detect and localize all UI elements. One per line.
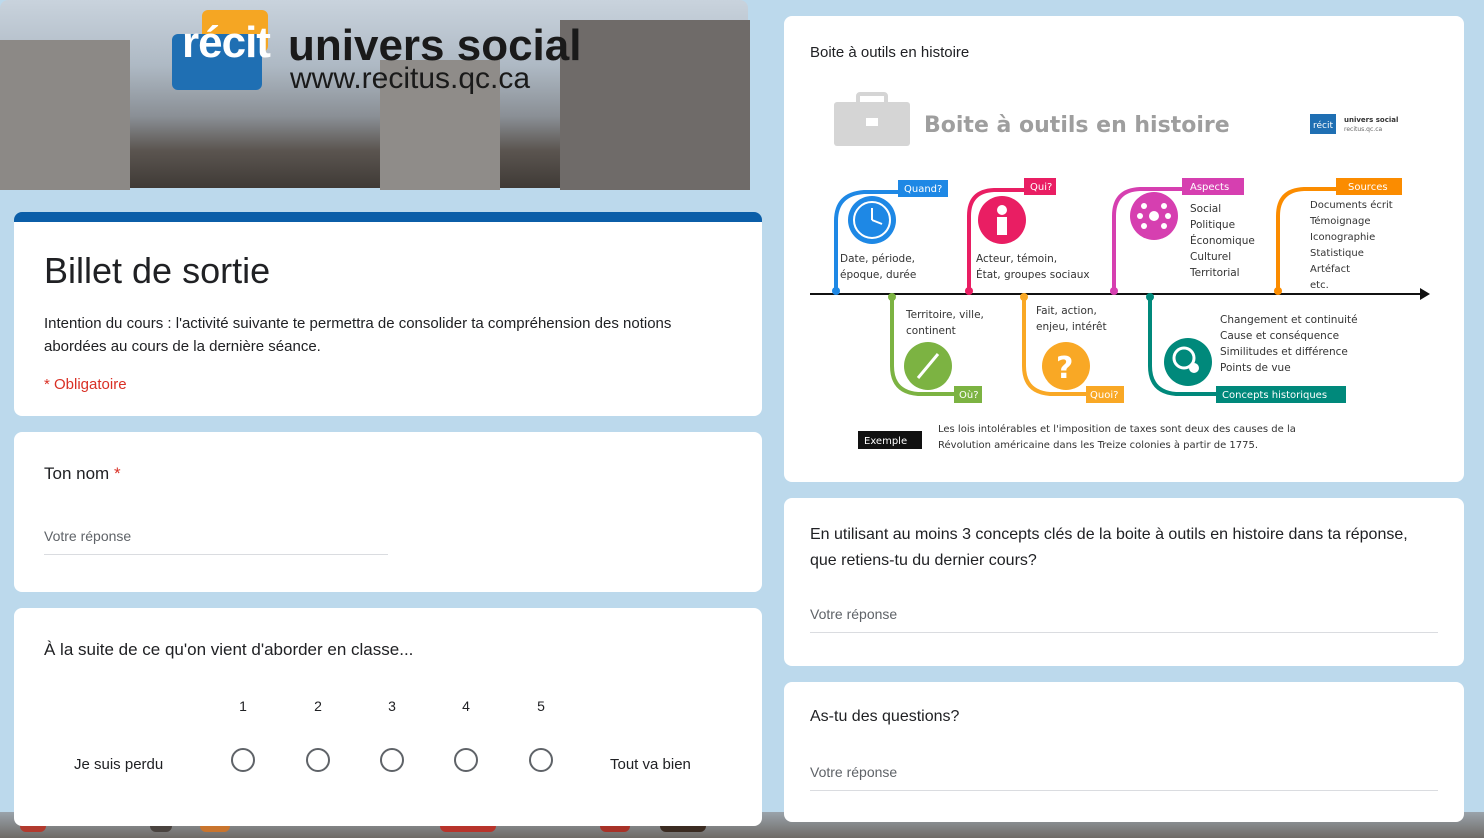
brain-gears-icon: [1164, 338, 1212, 386]
logo-url: www.recitus.qc.ca: [290, 62, 531, 95]
scale-number-2: 2: [314, 698, 322, 714]
qui-dot: [965, 287, 973, 295]
sources-line-4: Statistique: [1310, 248, 1364, 259]
quoi-line-1: Fait, action,: [1036, 305, 1097, 317]
scale-number-3: 3: [388, 698, 396, 714]
concepts-line-4: Points de vue: [1220, 362, 1291, 374]
aspects-line-3: Économique: [1190, 235, 1255, 247]
aspects-line-2: Politique: [1190, 219, 1236, 231]
question-scale-card: [14, 608, 762, 826]
quand-tag-label: Quand?: [904, 184, 943, 195]
concepts-answer-input[interactable]: Votre réponse: [810, 606, 1438, 633]
toolbox-briefcase-icon: [834, 94, 910, 146]
qui-line-2: État, groupes sociaux: [976, 269, 1090, 281]
form-title: Billet de sortie: [44, 250, 271, 291]
scale-radio-3[interactable]: [380, 748, 404, 772]
scale-low-label: Je suis perdu: [74, 756, 164, 773]
scale-radio-5[interactable]: [529, 748, 553, 772]
question-concepts-card: [784, 498, 1464, 666]
aspects-dot: [1110, 287, 1118, 295]
quoi-tag-label: Quoi?: [1090, 390, 1119, 401]
banner-building: [0, 40, 130, 188]
questions-answer-input[interactable]: Votre réponse: [810, 764, 1438, 791]
infographic-heading: Boite à outils en histoire: [924, 113, 1230, 138]
timeline-arrow-icon: [1420, 288, 1430, 300]
concepts-line-3: Similitudes et différence: [1220, 346, 1348, 358]
qui-tag-label: Qui?: [1030, 182, 1053, 193]
sources-line-6: etc.: [1310, 280, 1329, 291]
ou-tag-label: Où?: [959, 390, 979, 401]
sources-tag-label: Sources: [1348, 182, 1388, 193]
concepts-tag-label: Concepts historiques: [1222, 390, 1328, 401]
logo-badge-text: récit: [182, 18, 270, 67]
quoi-line-2: enjeu, intérêt: [1036, 321, 1107, 333]
question-mark-glyph: ?: [1056, 351, 1074, 386]
infographic-logo-badge: récit: [1313, 121, 1334, 131]
header-banner: [0, 0, 748, 188]
quand-line-1: Date, période,: [840, 253, 916, 265]
ou-line-2: continent: [906, 325, 956, 337]
quoi-dot: [1020, 293, 1028, 301]
concepts-line-2: Cause et conséquence: [1220, 330, 1340, 342]
sources-line-3: Iconographie: [1310, 232, 1376, 243]
toolbox-image-card: [784, 16, 1464, 482]
scale-number-4: 4: [462, 698, 470, 714]
aspects-line-4: Culturel: [1190, 251, 1232, 263]
infographic-logo-line1: univers social: [1344, 116, 1399, 124]
aspects-line-5: Territorial: [1190, 267, 1240, 279]
logo-title: univers social: [288, 21, 582, 70]
quand-dot: [832, 287, 840, 295]
required-note: * Obligatoire: [44, 376, 127, 393]
quand-line-2: époque, durée: [840, 269, 917, 281]
aspects-line-1: Social: [1190, 203, 1222, 215]
question-questions-label: As-tu des questions?: [810, 708, 960, 725]
required-star: *: [113, 464, 121, 483]
scale-radio-1[interactable]: [231, 748, 255, 772]
toolbox-caption: Boite à outils en histoire: [810, 44, 970, 61]
question-name-card: [14, 432, 762, 592]
concepts-line-1: Changement et continuité: [1220, 314, 1358, 326]
scale-radio-4[interactable]: [454, 748, 478, 772]
scale-number-1: 1: [239, 698, 247, 714]
sources-line-1: Documents écrit: [1310, 200, 1393, 211]
form-description: Intention du cours : l'activité suivante te permettra de consolider ta compréhension des notions abordées au cours de la dernière séance.: [44, 315, 672, 355]
example-tag-label: Exemple: [864, 436, 908, 447]
question-scale-label: À la suite de ce qu'on vient d'aborder en classe...: [44, 640, 414, 659]
aspects-tag-label: Aspects: [1190, 182, 1230, 193]
question-label-text: Ton nom: [44, 464, 110, 483]
scale-radio-2[interactable]: [306, 748, 330, 772]
concepts-dot: [1146, 293, 1154, 301]
ou-dot: [888, 293, 896, 301]
scale-number-5: 5: [537, 698, 545, 714]
example-line-2: Révolution américaine dans les Treize colonies à partir de 1775.: [938, 440, 1259, 451]
banner-building: [560, 20, 748, 188]
question-concepts-label: En utilisant au moins 3 concepts clés de la boite à outils en histoire dans ta réponse, que retiens-tu du dernier cours?: [810, 526, 1408, 569]
infographic-logo-line2: recitus.qc.ca: [1344, 126, 1383, 133]
name-input[interactable]: Votre réponse: [44, 528, 388, 555]
ou-line-1: Territoire, ville,: [906, 309, 984, 321]
toolbox-infographic: [804, 86, 1444, 466]
example-line-1: Les lois intolérables et l'imposition de taxes sont deux des causes de la: [938, 424, 1296, 435]
sources-dot: [1274, 287, 1282, 295]
qui-line-1: Acteur, témoin,: [976, 253, 1058, 265]
sources-line-2: Témoignage: [1310, 216, 1371, 227]
question-name-label: [44, 464, 121, 484]
sources-line-5: Artéfact: [1310, 264, 1351, 275]
question-questions-card: [784, 682, 1464, 822]
scale-high-label: Tout va bien: [610, 756, 691, 773]
form-title-card: [14, 212, 762, 416]
